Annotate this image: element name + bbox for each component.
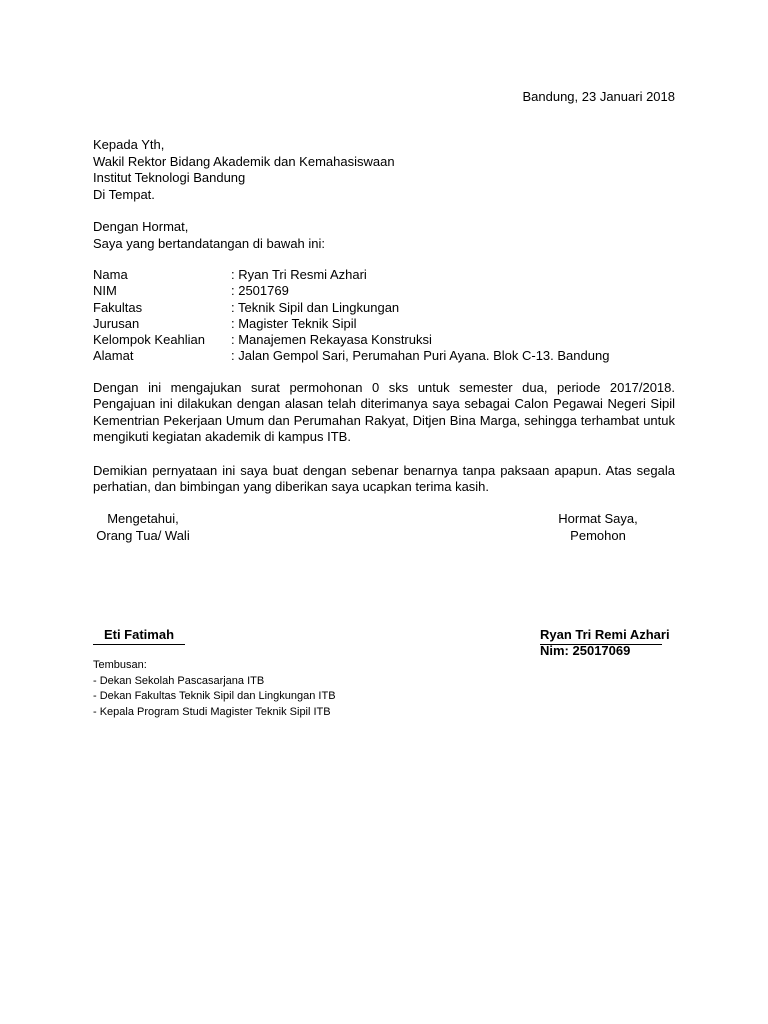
identity-value: : Manajemen Rekayasa Konstruksi <box>231 332 432 348</box>
identity-label: Kelompok Keahlian <box>93 332 206 348</box>
signature-left-heading <box>93 511 193 544</box>
body-paragraph-closing: Demikian pernyataan ini saya buat dengan sebenar benarnya tanpa paksaan apapun. Atas segala perhatian, dan bimbingan yang diberikan saya ucapkan terima kasih. <box>93 463 675 495</box>
identity-label: Fakultas <box>93 299 143 315</box>
letter-date: Bandung, 23 Januari 2018 <box>522 89 675 104</box>
recipient-line: Kepada Yth, <box>93 137 165 152</box>
recipient-line: Institut Teknologi Bandung <box>93 170 246 185</box>
identity-value: : 2501769 <box>231 283 289 299</box>
signature-left-name: Eti Fatimah <box>93 627 185 645</box>
identity-label: NIM <box>93 283 117 299</box>
recipient-line: Di Tempat. <box>93 186 155 202</box>
greeting-block <box>93 219 325 252</box>
intro-line: Saya yang bertandatangan di bawah ini: <box>93 235 326 251</box>
signature-right-name: Ryan Tri Remi Azhari <box>540 627 662 645</box>
recipient-block <box>93 137 395 203</box>
cc-title: Tembusan: <box>93 659 147 671</box>
identity-row <box>93 316 609 332</box>
cc-item: - Dekan Fakultas Teknik Sipil dan Lingkungan ITB <box>93 690 336 702</box>
signature-right-line1: Hormat Saya, <box>558 511 638 526</box>
signature-right-heading <box>538 511 658 544</box>
identity-table <box>93 267 609 365</box>
identity-label: Jurusan <box>93 315 140 331</box>
signature-left-line1: Mengetahui, <box>107 511 179 526</box>
cc-item: - Dekan Sekolah Pascasarjana ITB <box>93 674 265 687</box>
identity-row <box>93 300 609 316</box>
identity-label: Alamat <box>93 348 134 364</box>
body-paragraph-request: Dengan ini mengajukan surat permohonan 0 sks untuk semester dua, periode 2017/2018. Pengajuan ini dilakukan dengan alasan telah diterimanya saya sebagai Calon Pegawai Negeri Sipil Kementrian Pekerjaan Umum dan Perumahan Rakyat, Ditjen Bina Marga, sehingga terhambat untuk mengikuti kegiatan akademik di kampus ITB. <box>93 380 675 444</box>
signature-left-line2: Orang Tua/ Wali <box>96 527 190 543</box>
identity-label: Nama <box>93 267 128 282</box>
signature-right-line2: Pemohon <box>570 527 626 543</box>
carbon-copy-block <box>93 658 336 720</box>
identity-value: : Jalan Gempol Sari, Perumahan Puri Ayana. Blok C-13. Bandung <box>231 348 610 364</box>
identity-row <box>93 348 609 364</box>
cc-item: - Kepala Program Studi Magister Teknik Sipil ITB <box>93 705 331 718</box>
signature-right-nim: Nim: 25017069 <box>540 643 631 658</box>
identity-row <box>93 267 609 283</box>
identity-row <box>93 332 609 348</box>
recipient-line: Wakil Rektor Bidang Akademik dan Kemahasiswaan <box>93 153 395 169</box>
identity-row <box>93 283 609 299</box>
salutation: Dengan Hormat, <box>93 219 189 234</box>
identity-value: : Teknik Sipil dan Lingkungan <box>231 299 400 315</box>
identity-value: : Ryan Tri Resmi Azhari <box>231 267 367 282</box>
identity-value: : Magister Teknik Sipil <box>231 315 357 331</box>
